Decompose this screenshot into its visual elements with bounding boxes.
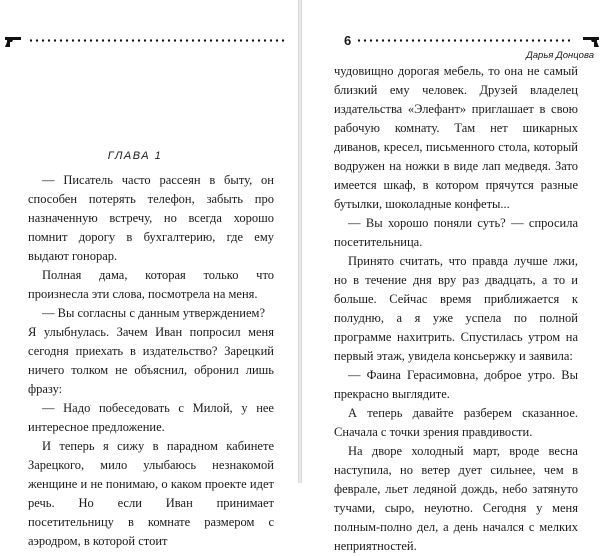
paragraph: Принято считать, что правда лучше лжи, но в течение дня вру раз двадцать, а то и больше. Сейчас время приближается к полудню, а я уже успела по полной программе нахитрить. Спустилась утром на первый этаж, увидела консьержку и заявила: — [334, 254, 578, 363]
paragraph: Я улыбнулась. Зачем Иван попросил меня сегодня приехать в издательство? Зарецкий ничего толком не объяснил, обронил лишь фразу: — [28, 325, 274, 396]
paragraph: — Вы хорошо поняли суть? — спросила посетительница. — [334, 216, 578, 249]
right-page — [304, 0, 600, 553]
page-number: 6 — [344, 33, 352, 48]
right-running-header — [308, 33, 600, 61]
right-body-text — [334, 62, 578, 556]
pistol-icon — [4, 34, 24, 48]
paragraph: А теперь давайте разберем сказанное. Сначала с точки зрения правдивости. — [334, 406, 578, 439]
book-spine — [298, 0, 302, 483]
dotted-rule — [356, 39, 574, 42]
left-running-header — [4, 34, 288, 48]
paragraph: Полная дама, которая только что произнесла эти слова, посмотрела на меня. — [28, 268, 274, 301]
continued-paragraph: чудовищно дорогая мебель, то она не самый близкий ему человек. Друзей владелец издательства «Элефант» приглашает в свою рабочую комнату. Там нет шикарных диванов, кресел, письменного стола, который водружен на ножки в виде лап медведя. Зато имеется шкаф, в котором прячутся разные бутылки, шоколадные конфеты... — [334, 64, 578, 211]
chapter-title: ГЛАВА 1 — [107, 150, 163, 162]
paragraph: — Писатель часто рассеян в быту, он способен потерять телефон, забыть про назначенную встречу, но всегда хорошо помнит дорогу в бухгалтерию, где ему выдают гонорар. — [28, 173, 274, 263]
pistol-icon — [580, 34, 600, 48]
paragraph: На дворе холодный март, вроде весна наступила, но ветер дует сильнее, чем в феврале, льет ледяной дождь, небо затянуто тучами, сыро, неуютно. Сегодня у меня полным-полно дел, а день начался с мелких неприятностей. — [334, 444, 578, 553]
author-name: Дарья Донцова — [526, 50, 594, 61]
paragraph: — Надо побеседовать с Милой, у нее интересное предложение. — [28, 401, 274, 434]
left-body-text — [28, 171, 274, 551]
paragraph: — Вы согласны с данным утверждением? — [42, 306, 265, 320]
paragraph: И теперь я сижу в парадном кабинете Зарецкого, мило улыбаюсь незнакомой женщине и не понимаю, о каком проекте идет речь. Но если Иван принимает посетительницу в комнате размером с аэродром, в которой стоит — [28, 439, 274, 548]
left-page — [0, 0, 296, 548]
dotted-rule — [28, 39, 288, 42]
paragraph: — Фаина Герасимовна, доброе утро. Вы прекрасно выглядите. — [334, 368, 578, 401]
